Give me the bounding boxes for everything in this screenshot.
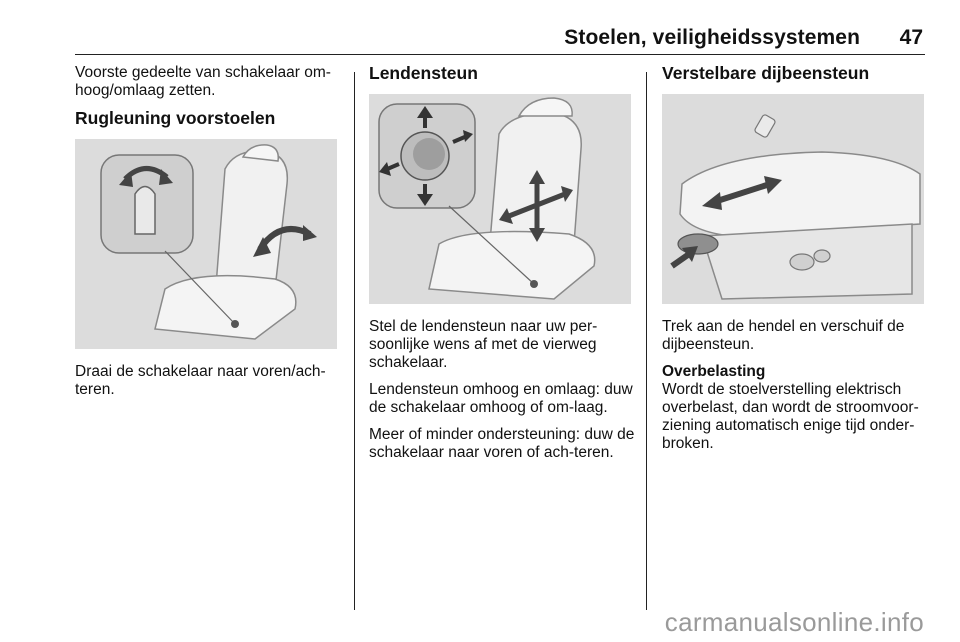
col1-heading: Rugleuning voorstoelen: [75, 108, 276, 128]
col1-body: Draai de schakelaar naar voren/ach-teren.: [75, 363, 326, 398]
col1-intro: Voorste gedeelte van schakelaar om-hoog/omlaag zetten.: [75, 64, 331, 99]
column-divider-1: [354, 72, 355, 610]
page-header-title: Stoelen, veiligheidssystemen: [564, 26, 860, 49]
col3-heading: Verstelbare dijbeensteun: [662, 63, 870, 83]
figure-thigh-support: [662, 94, 924, 304]
figure-lumbar-switch: [369, 94, 631, 304]
col3-p2: Wordt de stoelverstelling elektrisch overbelast, dan wordt de stroomvoor-ziening automatisch enige tijd onder-broken.: [662, 381, 919, 452]
column-divider-2: [646, 72, 647, 610]
page-number: 47: [899, 26, 923, 49]
col2-heading: Lendensteun: [369, 63, 478, 83]
figure-backrest-switch: [75, 139, 337, 349]
watermark-text: carmanualsonline.info: [664, 607, 924, 637]
col2-p1: Stel de lendensteun naar uw per-soonlijke wens af met de vierweg schakelaar.: [369, 318, 598, 371]
col2-p3: Meer of minder ondersteuning: duw de schakelaar naar voren of ach-teren.: [369, 426, 635, 461]
col3-subheading: Overbelasting: [662, 363, 766, 380]
column-1: [75, 64, 343, 408]
col2-p2: Lendensteun omhoog en omlaag: duw de schakelaar omhoog of om-laag.: [369, 381, 633, 416]
header-rule: [75, 54, 925, 55]
col3-p1: Trek aan de hendel en verschuif de dijbeensteun.: [662, 318, 905, 353]
column-2: [369, 64, 637, 471]
column-3: [662, 64, 930, 462]
